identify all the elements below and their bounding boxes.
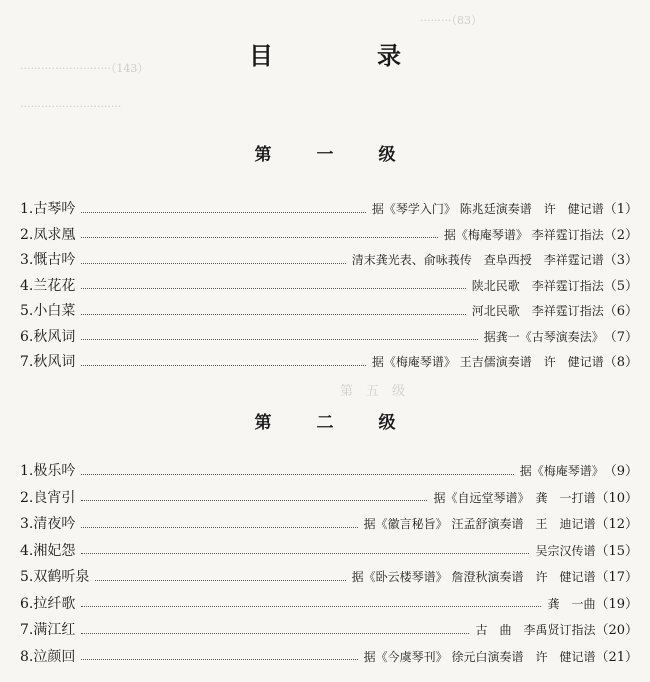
- piece-source: 据《今虞琴刊》 徐元白演奏谱 许 健记谱: [363, 649, 596, 664]
- page-number: （15）: [595, 543, 638, 559]
- toc-entry[interactable]: [20, 326, 638, 348]
- dot-leader: [81, 212, 366, 213]
- section-heading-level-1: 第 一 级: [254, 145, 410, 165]
- toc-entry[interactable]: [20, 566, 638, 588]
- section-heading-level-2: 第 二 级: [254, 413, 410, 433]
- bleed-through-text: ·····························: [20, 100, 122, 113]
- piece-title: 4.湘妃怨: [20, 542, 76, 559]
- piece-source: 据《自远堂琴谱》 龚 一打谱: [433, 490, 596, 505]
- piece-source: 据《梅庵琴谱》 李祥霆订指法: [443, 227, 604, 242]
- page-number: （12）: [595, 517, 638, 532]
- toc-entry[interactable]: [20, 275, 638, 297]
- bleed-through-text: ··························（143）: [20, 62, 149, 75]
- piece-title: 7.秋风词: [20, 354, 76, 370]
- piece-source: 据《卧云楼琴谱》 詹澄秋演奏谱 许 健记谱: [351, 570, 596, 584]
- dot-leader: [81, 633, 469, 634]
- piece-title: 6.拉纤歌: [20, 595, 76, 612]
- piece-title: 8.泣颜回: [20, 648, 76, 665]
- page-number: （9）: [603, 464, 638, 479]
- toc-entry[interactable]: [20, 540, 638, 562]
- page-number: （21）: [595, 649, 638, 665]
- page-number: （3）: [603, 253, 638, 268]
- page-number: （2）: [603, 227, 638, 243]
- dot-leader: [81, 314, 465, 315]
- toc-entry[interactable]: [20, 351, 638, 373]
- toc-entry[interactable]: [20, 487, 638, 509]
- dot-leader: [81, 237, 438, 238]
- piece-title: 2.良宵引: [20, 489, 76, 506]
- piece-source: 河北民歌 李祥霆订指法: [471, 304, 604, 318]
- piece-source: 清末龚光表、俞咏莪传 查阜西授 李祥霆记谱: [351, 253, 604, 267]
- toc-entry[interactable]: [20, 198, 638, 220]
- dot-leader: [81, 553, 529, 554]
- piece-title: 6.秋风词: [20, 328, 76, 345]
- piece-title: 1.古琴吟: [20, 201, 76, 217]
- toc-entry[interactable]: [20, 300, 638, 322]
- piece-source: 据《琴学入门》 陈兆廷演奏谱 许 健记谱: [371, 202, 604, 216]
- piece-title: 3.清夜吟: [20, 516, 76, 532]
- page-number: （10）: [595, 490, 638, 506]
- page-number: （1）: [603, 202, 638, 217]
- dot-leader: [81, 339, 477, 340]
- piece-source: 龚 一曲: [547, 596, 596, 611]
- page-number: （5）: [603, 278, 638, 294]
- piece-source: 据龚一《古琴演奏法》: [483, 329, 604, 344]
- page-title: 目 录: [249, 41, 441, 70]
- piece-source: 吴宗汉传谱: [535, 543, 596, 558]
- piece-source: 据《梅庵琴谱》: [519, 464, 604, 478]
- bleed-through-text: ·········（83）: [420, 14, 482, 27]
- piece-source: 据《徽言秘旨》 汪孟舒演奏谱 王 迪记谱: [363, 517, 596, 531]
- page-number: （8）: [603, 355, 638, 370]
- page-number: （6）: [603, 304, 638, 319]
- dot-leader: [81, 606, 541, 607]
- piece-title: 2.凤求凰: [20, 226, 76, 243]
- page-number: （19）: [595, 596, 638, 612]
- toc-entry[interactable]: [20, 224, 638, 246]
- piece-source: 古 曲 李禹贤订指法: [475, 623, 596, 637]
- dot-leader: [81, 288, 465, 289]
- piece-title: 7.满江红: [20, 622, 76, 638]
- dot-leader: [95, 580, 345, 581]
- dot-leader: [81, 263, 345, 264]
- bleed-through-text: 第 五 级: [340, 384, 406, 399]
- piece-title: 5.小白菜: [20, 303, 76, 319]
- dot-leader: [81, 659, 357, 660]
- piece-title: 3.慨古吟: [20, 252, 76, 268]
- toc-entry[interactable]: [20, 460, 638, 482]
- page-number: （7）: [603, 329, 638, 345]
- dot-leader: [81, 527, 357, 528]
- piece-source: 陕北民歌 李祥霆订指法: [471, 278, 604, 293]
- toc-entry[interactable]: [20, 513, 638, 535]
- toc-entry[interactable]: [20, 249, 638, 271]
- piece-title: 5.双鹤听泉: [20, 569, 90, 585]
- toc-entry[interactable]: [20, 646, 638, 668]
- dot-leader: [81, 500, 427, 501]
- piece-title: 1.极乐吟: [20, 463, 76, 479]
- toc-entry[interactable]: [20, 619, 638, 641]
- dot-leader: [81, 474, 513, 475]
- piece-source: 据《梅庵琴谱》 王吉儒演奏谱 许 健记谱: [371, 355, 604, 369]
- dot-leader: [81, 365, 366, 366]
- page-number: （17）: [595, 570, 638, 585]
- page-number: （20）: [595, 623, 638, 638]
- piece-title: 4.兰花花: [20, 277, 76, 294]
- toc-entry[interactable]: [20, 593, 638, 615]
